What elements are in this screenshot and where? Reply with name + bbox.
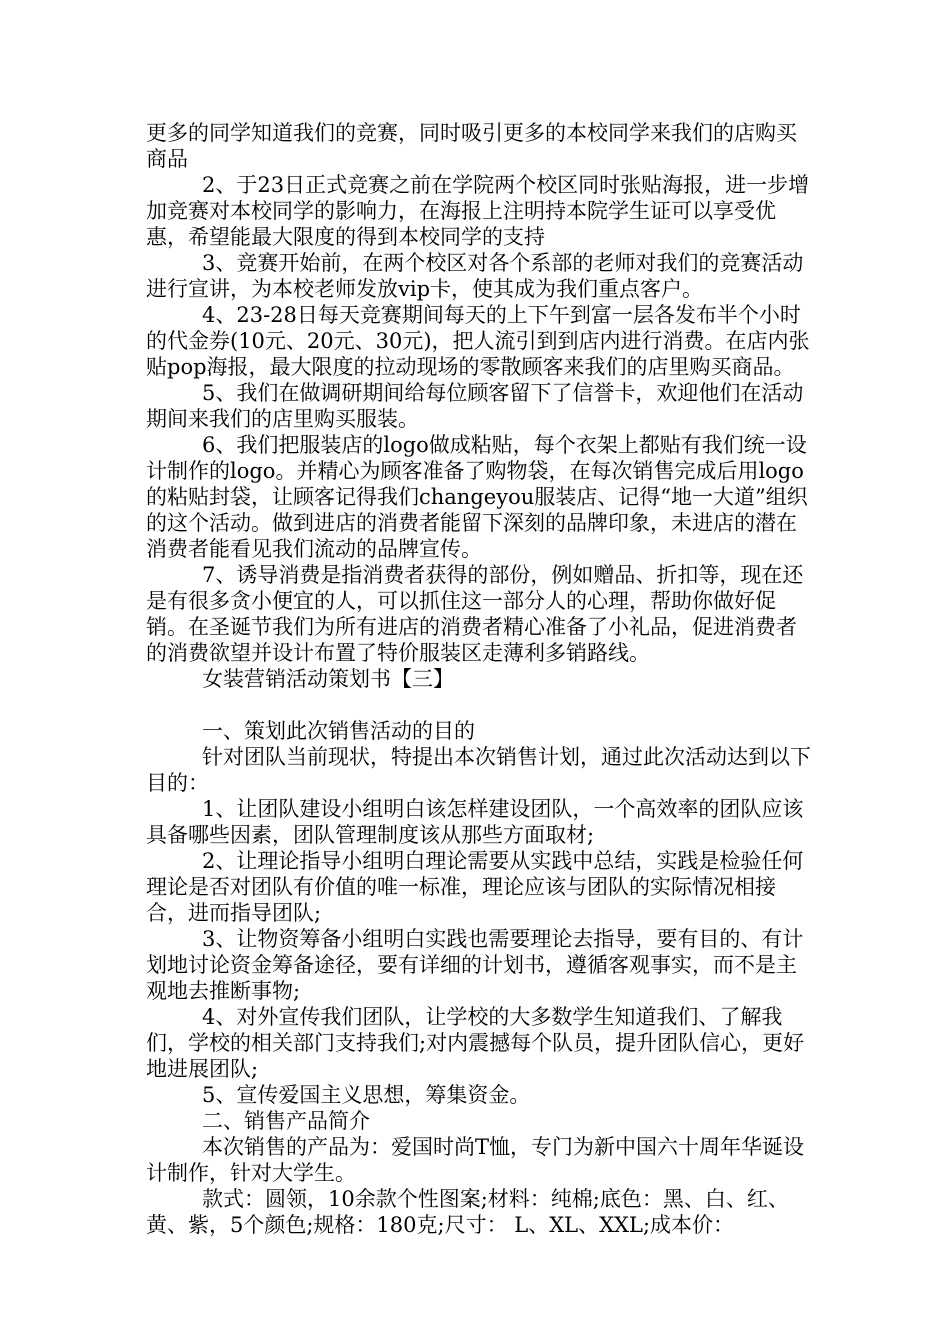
blank-line (146, 692, 816, 718)
section-title: 女装营销活动策划书【三】 (202, 667, 454, 691)
goal-item-5: 5、宣传爱国主义思想，筹集资金。 (202, 1083, 531, 1107)
paragraph-product: 本次销售的产品为：爱国时尚T恤，专门为新中国六十周年华诞设计制作，针对大学生。 (146, 1135, 805, 1185)
paragraph-item-5: 5、我们在做调研期间给每位顾客留下了信誉卡，欢迎他们在活动期间来我们的店里购买服装。 (146, 381, 804, 431)
paragraph-item-7: 7、诱导消费是指消费者获得的部份，例如赠品、折扣等，现在还是有很多贪小便宜的人，可以抓住这一部分人的心理，帮助你做好促销。在圣诞节我们为所有进店的消费者精心准备了小礼品，促进消费者的消费欲望并设计布置了特价服装区走薄利多销路线。 (146, 563, 804, 665)
paragraph-specs: 款式：圆领，10余款个性图案;材料：纯棉;底色：黑、白、红、黄、紫，5个颜色;规格：180克;尺寸： L、XL、XXL;成本价： (146, 1187, 789, 1237)
heading-product: 二、销售产品简介 (202, 1109, 370, 1133)
goal-item-4: 4、对外宣传我们团队，让学校的大多数学生知道我们、了解我们，学校的相关部门支持我们;对内震撼每个队员，提升团队信心，更好地进展团队; (146, 1005, 805, 1081)
paragraph-intro: 针对团队当前现状，特提出本次销售计划，通过此次活动达到以下目的： (146, 745, 811, 795)
document-body (146, 120, 816, 1238)
paragraph-item-4: 4、23-28日每天竞赛期间每天的上下午到富一层各发布半个小时的代金券(10元、20元、30元)，把人流引到到店内进行消费。在店内张贴pop海报，最大限度的拉动现场的零散顾客来我们的店里购买商品。 (146, 303, 810, 379)
paragraph-item-2: 2、于23日正式竞赛之前在学院两个校区同时张贴海报，进一步增加竞赛对本校同学的影响力，在海报上注明持本院学生证可以享受优惠，希望能最大限度的得到本校同学的支持 (146, 173, 810, 249)
goal-item-1: 1、让团队建设小组明白该怎样建设团队，一个高效率的团队应该具备哪些因素，团队管理制度该从那些方面取材; (146, 797, 804, 847)
heading-purpose: 一、策划此次销售活动的目的 (202, 719, 475, 743)
paragraph-item-3: 3、竞赛开始前，在两个校区对各个系部的老师对我们的竞赛活动进行宣讲，为本校老师发放vip卡，使其成为我们重点客户。 (146, 251, 804, 301)
goal-item-2: 2、让理论指导小组明白理论需要从实践中总结，实践是检验任何理论是否对团队有价值的唯一标准，理论应该与团队的实际情况相接合，进而指导团队; (146, 849, 804, 925)
paragraph-continued: 更多的同学知道我们的竞赛，同时吸引更多的本校同学来我们的店购买商品 (146, 121, 797, 171)
paragraph-item-6: 6、我们把服装店的logo做成粘贴，每个衣架上都贴有我们统一设计制作的logo。并精心为顾客准备了购物袋，在每次销售完成后用logo的粘贴封袋，让顾客记得我们changeyou服装店、记得“地一大道”组织的这个活动。做到进店的消费者能留下深刻的品牌印象，未进店的潜在消费者能看见我们流动的品牌宣传。 (146, 433, 808, 561)
goal-item-3: 3、让物资筹备小组明白实践也需要理论去指导，要有目的、有计划地讨论资金筹备途径，要有详细的计划书，遵循客观事实，而不是主观地去推断事物; (146, 927, 804, 1003)
